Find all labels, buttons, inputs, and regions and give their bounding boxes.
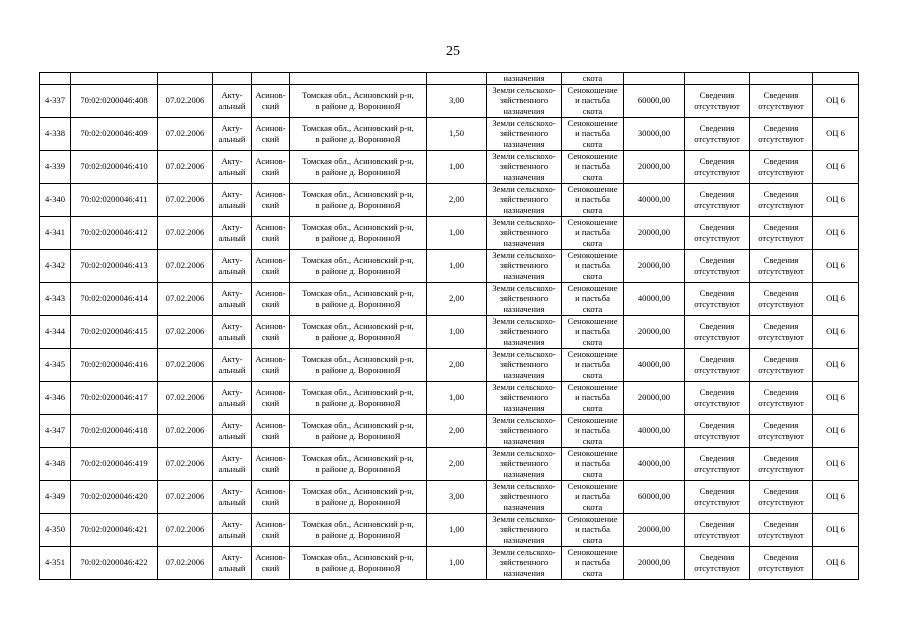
cell-number: 4-342: [40, 249, 71, 282]
cell-usage: Сенокошение и пастьба скота: [562, 183, 624, 216]
cell-info-1: Сведения отсутствуют: [685, 183, 750, 216]
cell-date: 07.02.2006: [158, 216, 213, 249]
cell-code: ОЦ 6: [813, 315, 859, 348]
cell-area: 3,00: [427, 480, 487, 513]
cell-category: Земли сельскохо- зяйственного назначения: [487, 117, 562, 150]
cell-address: Томская обл., Асиновский р-н, в районе д. ВоронинoЯ: [290, 480, 427, 513]
cell-info-1: Сведения отсутствуют: [685, 381, 750, 414]
cell-district: Асинов- ский: [252, 447, 290, 480]
cell-status: Акту- альный: [213, 249, 252, 282]
cell-info-2: Сведения отсутствуют: [750, 414, 813, 447]
cell-district: Асинов- ский: [252, 150, 290, 183]
cell-info-1: Сведения отсутствуют: [685, 150, 750, 183]
cell-status: Акту- альный: [213, 282, 252, 315]
cell-address: Томская обл., Асиновский р-н, в районе д. ВоронинoЯ: [290, 381, 427, 414]
cell-cadastral-number: 70:02:0200046:412: [71, 216, 158, 249]
cell-info-1: Сведения отсутствуют: [685, 117, 750, 150]
cell-district: Асинов- ский: [252, 480, 290, 513]
cell-usage: Сенокошение и пастьба скота: [562, 84, 624, 117]
cell-purpose: назначения: [487, 73, 562, 85]
cell-category: Земли сельскохо- зяйственного назначения: [487, 282, 562, 315]
cell-info-2: Сведения отсутствуют: [750, 117, 813, 150]
cell-info-2: Сведения отсутствуют: [750, 150, 813, 183]
table-row: [40, 381, 859, 414]
cell-number: 4-345: [40, 348, 71, 381]
cell-value: 40000,00: [624, 183, 685, 216]
cell-date: 07.02.2006: [158, 447, 213, 480]
cell-area: 1,50: [427, 117, 487, 150]
table-row: [40, 348, 859, 381]
cell-code: ОЦ 6: [813, 447, 859, 480]
cell-district: Асинов- ский: [252, 117, 290, 150]
cell-address: Томская обл., Асиновский р-н, в районе д. ВоронинoЯ: [290, 183, 427, 216]
cell-category: Земли сельскохо- зяйственного назначения: [487, 84, 562, 117]
cell-area: 2,00: [427, 414, 487, 447]
cell-date: 07.02.2006: [158, 348, 213, 381]
cell-usage: Сенокошение и пастьба скота: [562, 480, 624, 513]
cell-number: 4-344: [40, 315, 71, 348]
cell-area: 1,00: [427, 150, 487, 183]
cell-number: 4-349: [40, 480, 71, 513]
cell-cadastral-number: 70:02:0200046:413: [71, 249, 158, 282]
cell-area: 1,00: [427, 513, 487, 546]
cell-category: Земли сельскохо- зяйственного назначения: [487, 315, 562, 348]
cell-usage: Сенокошение и пастьба скота: [562, 282, 624, 315]
cell-info-1: Сведения отсутствуют: [685, 216, 750, 249]
cell-info-1: Сведения отсутствуют: [685, 414, 750, 447]
cell-info-1: Сведения отсутствуют: [685, 84, 750, 117]
cell-area: 2,00: [427, 348, 487, 381]
cell-area: 1,00: [427, 315, 487, 348]
cell-area: 2,00: [427, 447, 487, 480]
cell-info-2: Сведения отсутствуют: [750, 84, 813, 117]
cell-value: 20000,00: [624, 546, 685, 579]
cell-cadastral-number: 70:02:0200046:420: [71, 480, 158, 513]
cell-info-2: Сведения отсутствуют: [750, 282, 813, 315]
cell-usage: Сенокошение и пастьба скота: [562, 315, 624, 348]
cell-status: Акту- альный: [213, 513, 252, 546]
cell-date: 07.02.2006: [158, 546, 213, 579]
cell-cadastral-number: 70:02:0200046:415: [71, 315, 158, 348]
cell-usage: Сенокошение и пастьба скота: [562, 447, 624, 480]
cell-value: 20000,00: [624, 249, 685, 282]
cell-value: 40000,00: [624, 282, 685, 315]
cell-value: 40000,00: [624, 348, 685, 381]
cell-cadastral-number: 70:02:0200046:422: [71, 546, 158, 579]
cell-info-2: Сведения отсутствуют: [750, 381, 813, 414]
table-row: [40, 546, 859, 579]
cell-district: Асинов- ский: [252, 414, 290, 447]
cell-usage: Сенокошение и пастьба скота: [562, 381, 624, 414]
cell-cadastral-number: 70:02:0200046:411: [71, 183, 158, 216]
cell-code: ОЦ 6: [813, 249, 859, 282]
table-row: [40, 414, 859, 447]
table-row: [40, 513, 859, 546]
cell-address: Томская обл., Асиновский р-н, в районе д. ВоронинoЯ: [290, 282, 427, 315]
cell-district: Асинов- ский: [252, 381, 290, 414]
cell-usage: Сенокошение и пастьба скота: [562, 348, 624, 381]
cell-info-1: Сведения отсутствуют: [685, 513, 750, 546]
cell-district: Асинов- ский: [252, 546, 290, 579]
cell-cadastral-number: 70:02:0200046:419: [71, 447, 158, 480]
cell-info-1: Сведения отсутствуют: [685, 315, 750, 348]
table-row: [40, 216, 859, 249]
cell-status: Акту- альный: [213, 414, 252, 447]
cell-status: Акту- альный: [213, 216, 252, 249]
land-registry-table: [39, 72, 859, 580]
cell-address: Томская обл., Асиновский р-н, в районе д. ВоронинoЯ: [290, 315, 427, 348]
cell-info-2: Сведения отсутствуют: [750, 546, 813, 579]
cell-number: 4-343: [40, 282, 71, 315]
cell-value: 20000,00: [624, 216, 685, 249]
cell-code: ОЦ 6: [813, 117, 859, 150]
cell-value: 20000,00: [624, 315, 685, 348]
cell-address: Томская обл., Асиновский р-н, в районе д. ВоронинoЯ: [290, 414, 427, 447]
cell-info-2: Сведения отсутствуют: [750, 348, 813, 381]
table-row: [40, 150, 859, 183]
cell-address: Томская обл., Асиновский р-н, в районе д. ВоронинoЯ: [290, 249, 427, 282]
cell-cadastral-number: 70:02:0200046:418: [71, 414, 158, 447]
cell-district: Асинов- ский: [252, 315, 290, 348]
cell-status: Акту- альный: [213, 480, 252, 513]
cell-cadastral-number: 70:02:0200046:414: [71, 282, 158, 315]
cell-info-2: Сведения отсутствуют: [750, 480, 813, 513]
cell-info-1: Сведения отсутствуют: [685, 348, 750, 381]
cell-address: Томская обл., Асиновский р-н, в районе д. ВоронинoЯ: [290, 117, 427, 150]
cell-category: Земли сельскохо- зяйственного назначения: [487, 150, 562, 183]
cell-info-2: Сведения отсутствуют: [750, 183, 813, 216]
cell-value: 40000,00: [624, 447, 685, 480]
cell-number: 4-338: [40, 117, 71, 150]
cell-number: 4-340: [40, 183, 71, 216]
cell-date: 07.02.2006: [158, 513, 213, 546]
cell-category: Земли сельскохо- зяйственного назначения: [487, 216, 562, 249]
cell-info-1: Сведения отсутствуют: [685, 249, 750, 282]
cell-usage: Сенокошение и пастьба скота: [562, 216, 624, 249]
cell-value: 20000,00: [624, 150, 685, 183]
cell-code: ОЦ 6: [813, 216, 859, 249]
cell-district: Асинов- ский: [252, 282, 290, 315]
cell-cadastral-number: 70:02:0200046:416: [71, 348, 158, 381]
cell-usage: Сенокошение и пастьба скота: [562, 546, 624, 579]
cell-category: Земли сельскохо- зяйственного назначения: [487, 447, 562, 480]
cell-info-2: Сведения отсутствуют: [750, 249, 813, 282]
cell-info-1: Сведения отсутствуют: [685, 546, 750, 579]
cell-info-1: Сведения отсутствуют: [685, 480, 750, 513]
cell-address: Томская обл., Асиновский р-н, в районе д. ВоронинoЯ: [290, 546, 427, 579]
cell-category: Земли сельскохо- зяйственного назначения: [487, 414, 562, 447]
cell-number: 4-347: [40, 414, 71, 447]
cell-cadastral-number: 70:02:0200046:408: [71, 84, 158, 117]
table-row: [40, 249, 859, 282]
cell-number: 4-339: [40, 150, 71, 183]
cell-value: 20000,00: [624, 381, 685, 414]
page-number: 25: [446, 44, 460, 59]
cell-value: 30000,00: [624, 117, 685, 150]
cell-cadastral-number: 70:02:0200046:417: [71, 381, 158, 414]
table-row: [40, 117, 859, 150]
table-row: [40, 282, 859, 315]
cell-code: ОЦ 6: [813, 513, 859, 546]
cell-code: ОЦ 6: [813, 282, 859, 315]
cell-code: ОЦ 6: [813, 381, 859, 414]
cell-area: 2,00: [427, 282, 487, 315]
cell-usage: Сенокошение и пастьба скота: [562, 513, 624, 546]
cell-info-2: Сведения отсутствуют: [750, 513, 813, 546]
cell-date: 07.02.2006: [158, 282, 213, 315]
cell-number: 4-337: [40, 84, 71, 117]
table-row: [40, 447, 859, 480]
cell-number: 4-351: [40, 546, 71, 579]
table-row: [40, 480, 859, 513]
cell-number: 4-350: [40, 513, 71, 546]
cell-address: Томская обл., Асиновский р-н, в районе д. ВоронинoЯ: [290, 513, 427, 546]
cell-area: 1,00: [427, 249, 487, 282]
cell-number: 4-346: [40, 381, 71, 414]
cell-category: Земли сельскохо- зяйственного назначения: [487, 183, 562, 216]
cell-value: 40000,00: [624, 414, 685, 447]
cell-date: 07.02.2006: [158, 480, 213, 513]
table-row: [40, 183, 859, 216]
cell-status: Акту- альный: [213, 117, 252, 150]
cell-info-1: Сведения отсутствуют: [685, 282, 750, 315]
cell-date: 07.02.2006: [158, 84, 213, 117]
cell-info-1: Сведения отсутствуют: [685, 447, 750, 480]
cell-district: Асинов- ский: [252, 183, 290, 216]
cell-category: Земли сельскохо- зяйственного назначения: [487, 546, 562, 579]
cell-date: 07.02.2006: [158, 249, 213, 282]
cell-number: 4-341: [40, 216, 71, 249]
cell-address: Томская обл., Асиновский р-н, в районе д. ВоронинoЯ: [290, 84, 427, 117]
cell-date: 07.02.2006: [158, 183, 213, 216]
cell-district: Асинов- ский: [252, 513, 290, 546]
cell-district: Асинов- ский: [252, 216, 290, 249]
cell-status: Акту- альный: [213, 447, 252, 480]
cell-address: Томская обл., Асиновский р-н, в районе д. ВоронинoЯ: [290, 447, 427, 480]
cell-code: ОЦ 6: [813, 150, 859, 183]
cell-cadastral-number: 70:02:0200046:410: [71, 150, 158, 183]
cell-date: 07.02.2006: [158, 117, 213, 150]
cell-code: ОЦ 6: [813, 414, 859, 447]
cell-category: Земли сельскохо- зяйственного назначения: [487, 348, 562, 381]
cell-area: 2,00: [427, 183, 487, 216]
cell-district: Асинов- ский: [252, 84, 290, 117]
cell-status: Акту- альный: [213, 183, 252, 216]
cell-area: 1,00: [427, 216, 487, 249]
cell-code: ОЦ 6: [813, 348, 859, 381]
cell-status: Акту- альный: [213, 84, 252, 117]
cell-date: 07.02.2006: [158, 315, 213, 348]
cell-category: Земли сельскохо- зяйственного назначения: [487, 381, 562, 414]
cell-status: Акту- альный: [213, 546, 252, 579]
cell-address: Томская обл., Асиновский р-н, в районе д. ВоронинoЯ: [290, 216, 427, 249]
table-row: [40, 84, 859, 117]
cell-code: ОЦ 6: [813, 84, 859, 117]
cell-info-2: Сведения отсутствуют: [750, 216, 813, 249]
cell-code: ОЦ 6: [813, 183, 859, 216]
cell-address: Томская обл., Асиновский р-н, в районе д. ВоронинoЯ: [290, 150, 427, 183]
cell-cadastral-number: 70:02:0200046:421: [71, 513, 158, 546]
cell-date: 07.02.2006: [158, 414, 213, 447]
table-row: [40, 315, 859, 348]
cell-status: Акту- альный: [213, 150, 252, 183]
cell-code: ОЦ 6: [813, 480, 859, 513]
cell-status: Акту- альный: [213, 315, 252, 348]
cell-area: 3,00: [427, 84, 487, 117]
cell-area: 1,00: [427, 381, 487, 414]
cell-info-2: Сведения отсутствуют: [750, 447, 813, 480]
cell-category: Земли сельскохо- зяйственного назначения: [487, 249, 562, 282]
cell-usage: Сенокошение и пастьба скота: [562, 414, 624, 447]
continuation-row: [40, 73, 859, 85]
cell-status: Акту- альный: [213, 348, 252, 381]
cell-info-2: Сведения отсутствуют: [750, 315, 813, 348]
cell-date: 07.02.2006: [158, 150, 213, 183]
cell-status: Акту- альный: [213, 381, 252, 414]
cell-usage: скота: [562, 73, 624, 85]
cell-usage: Сенокошение и пастьба скота: [562, 117, 624, 150]
cell-date: 07.02.2006: [158, 381, 213, 414]
cell-usage: Сенокошение и пастьба скота: [562, 150, 624, 183]
cell-code: ОЦ 6: [813, 546, 859, 579]
cell-category: Земли сельскохо- зяйственного назначения: [487, 480, 562, 513]
cell-category: Земли сельскохо- зяйственного назначения: [487, 513, 562, 546]
cell-number: 4-348: [40, 447, 71, 480]
cell-value: 60000,00: [624, 480, 685, 513]
cell-value: 60000,00: [624, 84, 685, 117]
cell-area: 1,00: [427, 546, 487, 579]
cell-district: Асинов- ский: [252, 348, 290, 381]
cell-address: Томская обл., Асиновский р-н, в районе д. ВоронинoЯ: [290, 348, 427, 381]
cell-district: Асинов- ский: [252, 249, 290, 282]
cell-usage: Сенокошение и пастьба скота: [562, 249, 624, 282]
cell-cadastral-number: 70:02:0200046:409: [71, 117, 158, 150]
cell-value: 20000,00: [624, 513, 685, 546]
